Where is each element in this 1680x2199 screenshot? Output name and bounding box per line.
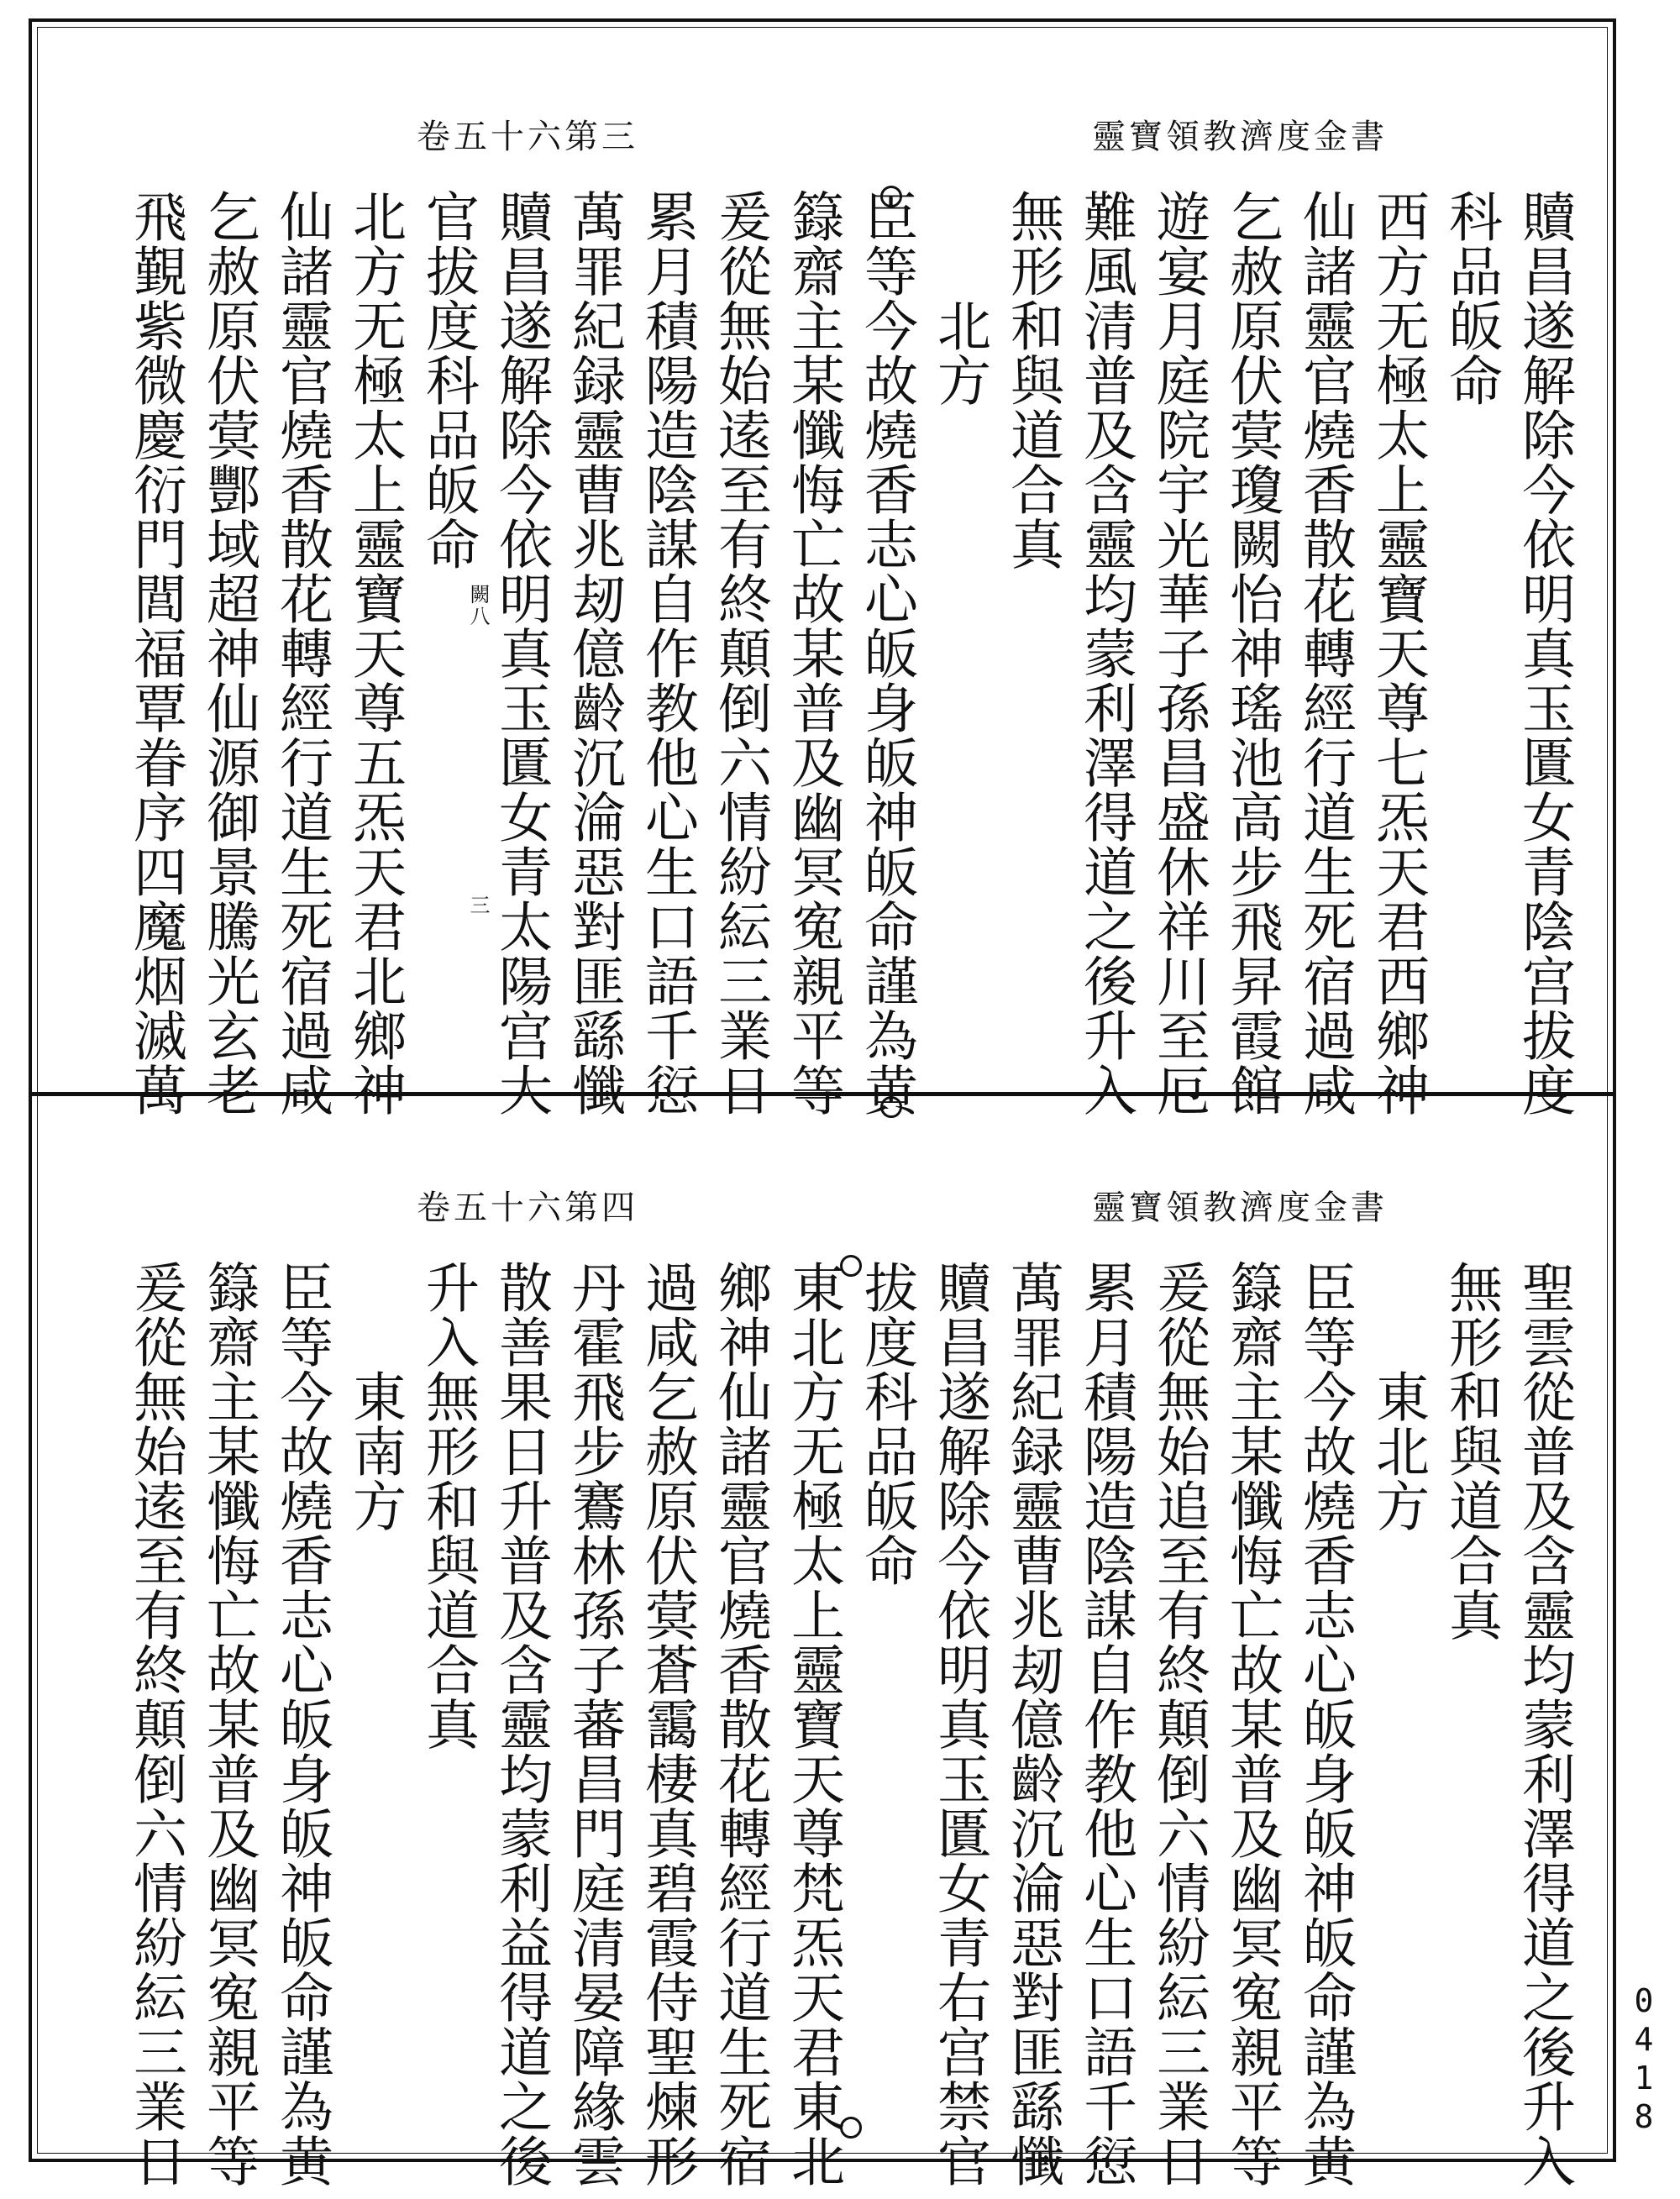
top-column: 飛覲紫微慶衍門閭福覃眷序四魔烟滅萬 bbox=[124, 189, 186, 1117]
top-column: 籙齋主某懺悔亡故某普及幽冥寃親平等 bbox=[782, 189, 844, 1117]
top-column: 萬罪紀録靈曹兆刼億齡沉淪惡對匪繇懺 bbox=[563, 189, 625, 1117]
bottom-column: 臣等今故燒香志心皈身皈神皈命謹為黄 bbox=[1294, 1260, 1356, 2188]
bottom-column: 籙齋主某懺悔亡故某普及幽冥寃親平等 bbox=[197, 1260, 260, 2188]
bottom-column: 累月積陽造陰謀自作教他心生口語千愆 bbox=[1074, 1260, 1137, 2188]
bottom-column: 升入無形和與道合真 bbox=[417, 1260, 479, 1751]
top-column: 遊宴月庭院宇光華子孫昌盛休祥川至厄 bbox=[1147, 189, 1210, 1117]
section-mark-circle bbox=[880, 1096, 902, 1118]
top-column: 仙諸靈官燒香散花轉經行道生死宿過咸 bbox=[1294, 189, 1356, 1117]
bottom-column: 臣等今故燒香志心皈身皈神皈命謹為黄 bbox=[270, 1260, 333, 2188]
top-header-volume: 卷五十六第三 bbox=[417, 118, 638, 156]
bottom-text-columns bbox=[50, 1260, 1579, 2188]
bottom-column: 贖昌遂解除今依明真玉匱女青右宫禁官 bbox=[928, 1260, 990, 2188]
bottom-column: 萬罪紀録靈曹兆刼億齡沉淪惡對匪繇懺 bbox=[1001, 1260, 1063, 2188]
bottom-header-title: 靈寶領教濟度金書 bbox=[1092, 1189, 1388, 1227]
top-column: 贖昌遂解除今依明真玉匱女青陰宫拔度 bbox=[1513, 189, 1575, 1117]
section-mark-circle bbox=[880, 186, 902, 207]
top-column: 累月積陽造陰謀自作教他心生口語千愆 bbox=[636, 189, 698, 1117]
bottom-column: 爰從無始追至有終顛倒六情紛紜三業日 bbox=[1147, 1260, 1210, 2188]
top-column: 仙諸靈官燒香散花轉經行道生死宿過咸 bbox=[270, 189, 333, 1117]
top-column: 爰從無始逺至有終顛倒六情紛紜三業日 bbox=[709, 189, 771, 1117]
bottom-column: 東北方无極太上靈寶天尊梵炁天君東北 bbox=[782, 1260, 844, 2188]
bottom-column: 丹霍飛步鶱林孫子蕃昌門庭清晏障緣雲 bbox=[563, 1260, 625, 2188]
bottom-column: 聖雲從普及含靈均蒙利澤得道之後升入 bbox=[1513, 1260, 1575, 2188]
bottom-header bbox=[50, 1184, 1579, 1231]
bottom-column: 無形和與道合真 bbox=[1440, 1260, 1502, 1642]
margin-note: 闕八 bbox=[466, 584, 490, 627]
top-column: 乞赦原伏蓂酆域超神仙源御景騰光玄老 bbox=[197, 189, 260, 1117]
top-column: 贖昌遂解除今依明真玉匱女青太陽宫大 bbox=[490, 189, 552, 1117]
bottom-column-heading: 東南方 bbox=[344, 1369, 406, 1533]
top-column: 臣等今故燒香志心皈身皈神皈命謹為黄 bbox=[855, 189, 917, 1117]
margin-note-mark: 三 bbox=[466, 895, 490, 916]
top-column: 北方无極太上靈寶天尊五炁天君北鄉神 bbox=[344, 189, 406, 1117]
bottom-column: 拔度科品皈命 bbox=[855, 1260, 917, 1588]
bottom-column: 籙齋主某懺悔亡故某普及幽冥寃親平等 bbox=[1221, 1260, 1283, 2188]
bottom-column: 爰從無始逺至有終顛倒六情紛紜三業日 bbox=[124, 1260, 186, 2188]
bottom-column: 過咸乞赦原伏蓂蒼靄棲真碧霞侍聖煉形 bbox=[636, 1260, 698, 2188]
bottom-column: 鄉神仙諸靈官燒香散花轉經行道生死宿 bbox=[709, 1260, 771, 2188]
bottom-page bbox=[50, 1172, 1579, 2188]
bottom-column: 散善果日升普及含靈均蒙利益得道之後 bbox=[490, 1260, 552, 2188]
page-number: 0418 bbox=[1625, 1982, 1662, 2137]
top-header-title: 靈寶領教濟度金書 bbox=[1092, 118, 1388, 156]
top-column: 無形和與道合真 bbox=[1001, 189, 1063, 571]
bottom-column-heading: 東北方 bbox=[1367, 1369, 1429, 1533]
top-column: 西方无極太上靈寶天尊七炁天君西鄉神 bbox=[1367, 189, 1429, 1117]
top-text-columns bbox=[50, 189, 1579, 1117]
section-mark-circle bbox=[840, 2117, 862, 2139]
bottom-header-volume: 卷五十六第四 bbox=[417, 1189, 638, 1227]
top-column-heading: 北方 bbox=[928, 298, 990, 407]
top-header bbox=[50, 113, 1579, 160]
top-column: 乞赦原伏蓂瓊闕怡神瑤池高步飛昇霞館 bbox=[1221, 189, 1283, 1117]
top-column: 難風清普及含靈均蒙利澤得道之後升入 bbox=[1074, 189, 1137, 1117]
top-page bbox=[50, 101, 1579, 1117]
top-column: 官拔度科品皈命 bbox=[417, 189, 479, 571]
top-column: 科品皈命 bbox=[1440, 189, 1502, 407]
section-mark-circle bbox=[840, 1255, 862, 1277]
